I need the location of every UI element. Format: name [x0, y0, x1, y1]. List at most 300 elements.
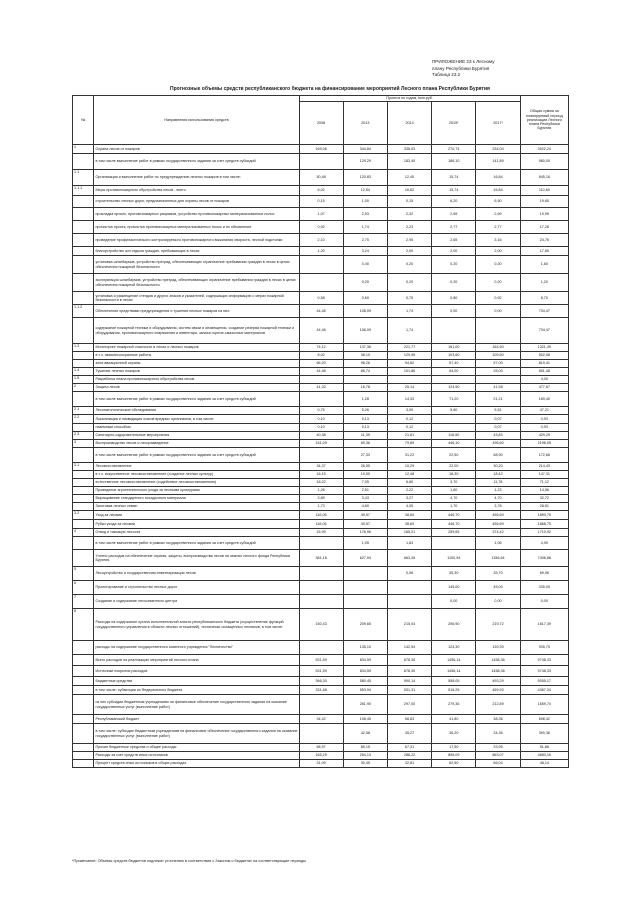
row-number [73, 318, 94, 344]
row-value: 456,69 [476, 511, 520, 520]
row-value: 0,80 [432, 292, 476, 305]
table-row [73, 318, 569, 344]
row-total: 698,42 [520, 715, 568, 724]
row-total: 0,93 [520, 415, 568, 424]
row-value: 3,78 [476, 503, 520, 511]
row-value: 11,39 [343, 432, 387, 440]
row-value: 627,94 [343, 550, 387, 567]
row-value: 26,55 [343, 463, 387, 471]
row-value: 137,36 [343, 344, 387, 352]
row-value: 344,84 [343, 145, 387, 154]
row-value: 381,16 [299, 550, 343, 567]
row-value: 2,23 [387, 221, 431, 234]
row-value: 98,26 [343, 360, 387, 368]
row-value: 36,20 [432, 724, 476, 744]
row-value: 1,84 [387, 537, 431, 550]
row-value: 141,89 [476, 154, 520, 170]
row-total: 28,61 [520, 503, 568, 511]
attachment-header [432, 59, 552, 79]
table-row [73, 221, 569, 234]
row-value: 67,31 [387, 744, 431, 752]
row-total: 7406,88 [520, 550, 568, 567]
row-value: 11,78 [476, 479, 520, 487]
row-number: 7 [73, 595, 94, 609]
row-direction: Меры противопожарного обустройства лесов - всего [94, 186, 299, 196]
row-value: 212,89 [476, 695, 520, 715]
row-value: 279,36 [432, 695, 476, 715]
row-value: 366,30 [299, 677, 343, 686]
row-number: 1.1 [73, 170, 94, 186]
table-row [73, 145, 569, 154]
row-value [299, 274, 343, 292]
row-value: 42,58 [343, 724, 387, 744]
row-number [73, 677, 94, 686]
row-value [343, 581, 387, 595]
row-number [73, 471, 94, 479]
row-direction: Охрана лесов от пожаров [94, 145, 299, 154]
row-value: 1,74 [343, 221, 387, 234]
row-value: 469,93 [476, 686, 520, 695]
table-row [73, 440, 569, 448]
row-value: 12,48 [387, 471, 431, 479]
row-value: 32,81 [387, 760, 431, 768]
row-value: 25,14 [387, 384, 431, 392]
table-row [73, 186, 569, 196]
row-number [73, 752, 94, 760]
row-total: 8,70 [520, 292, 568, 305]
row-number [73, 550, 94, 567]
row-number [73, 274, 94, 292]
row-value: 374,42 [476, 529, 520, 537]
row-total: 4,90 [520, 537, 568, 550]
row-number [73, 448, 94, 463]
row-value: 62,50 [432, 760, 476, 768]
row-value: 0,00 [476, 595, 520, 609]
row-direction: Защита лесов [94, 384, 299, 392]
header-line: ПРИЛОЖЕНИЕ 23 к Лесному [432, 59, 495, 64]
row-direction: проведение профилактического контролируемого противопожарного выжигания хвороста, лесной подстилки [94, 234, 299, 247]
row-direction: Санитарно-оздоровительные мероприятия [94, 432, 299, 440]
row-value [432, 537, 476, 550]
row-total: 1321,49 [520, 344, 568, 352]
row-value: 553,94 [343, 686, 387, 695]
row-number: 3 [73, 440, 94, 448]
row-value: 2,53 [343, 208, 387, 221]
row-direction: Лесовосстановление [94, 463, 299, 471]
table-row [73, 567, 569, 581]
row-value: 79,89 [387, 440, 431, 448]
row-number: 2.1 [73, 407, 94, 415]
row-value: 116,05 [299, 520, 343, 529]
row-value: 878,30 [387, 666, 431, 677]
row-value: 5,26 [343, 407, 387, 415]
table-row [73, 760, 569, 768]
row-value: 4,05 [387, 503, 431, 511]
row-value [299, 641, 343, 655]
row-value: 2,00 [476, 247, 520, 256]
row-value: 2,10 [299, 234, 343, 247]
row-value: 2,51 [343, 487, 387, 495]
row-value: 1,28 [343, 392, 387, 407]
row-value: 254,13 [343, 752, 387, 760]
row-value: 209,65 [343, 609, 387, 641]
row-value: 663,26 [387, 550, 431, 567]
row-number: 1.4 [73, 368, 94, 376]
row-direction: Всего расходов на реализацию мероприятий лесного плана [94, 655, 299, 666]
row-value: 1,05 [343, 537, 387, 550]
row-value: 234,04 [476, 145, 520, 154]
row-value: 0,20 [387, 274, 431, 292]
row-total: 19,65 [520, 196, 568, 208]
row-total: 734,47 [520, 305, 568, 318]
row-value: 183,40 [387, 154, 431, 170]
row-total: 1659,74 [520, 695, 568, 715]
row-direction: Организация и выполнение работ по предупреждению лесных пожаров в том числе: [94, 170, 299, 186]
row-number [73, 424, 94, 432]
row-direction: установка и размещение стендов и других знаков и указателей, содержащих информацию о мерах пожарной безопасности в лесах [94, 292, 299, 305]
row-value: 108,09 [343, 318, 387, 344]
row-total: 4,00 [520, 376, 568, 384]
row-value [432, 424, 476, 432]
row-value: 161,00 [432, 344, 476, 352]
row-value: 206,90 [432, 609, 476, 641]
row-value: 68,90 [476, 448, 520, 463]
table-row [73, 256, 569, 274]
row-total: 335,00 [520, 581, 568, 595]
row-value: 43,83 [476, 432, 520, 440]
row-value: 3,00 [387, 407, 431, 415]
table-row [73, 744, 569, 752]
row-value [432, 376, 476, 384]
header-direction: Направления использования средств [94, 96, 299, 145]
table-row [73, 724, 569, 744]
row-direction: из них субсидии бюджетным учреждениям на финансовое обеспечение государственного задания на оказание государственных услуг (выполнение работ) [94, 695, 299, 715]
row-value: 1,74 [387, 305, 431, 318]
row-value: 2,65 [432, 234, 476, 247]
row-value: 1,74 [387, 318, 431, 344]
row-direction: Расходы на содержание органа исполнительной власти республиканского бюджета (осуществление функций государственного управления в области лесных отношений), технически оснащенных лесников, в том числе: [94, 609, 299, 641]
row-number [73, 208, 94, 221]
row-value: 44,46 [299, 305, 343, 318]
row-direction: Прочие бюджетные средства и общие расходы [94, 744, 299, 752]
row-value: 22,50 [432, 448, 476, 463]
row-value: 0,20 [432, 256, 476, 274]
row-total: 147,31 [520, 471, 568, 479]
row-number: 4 [73, 529, 94, 537]
row-value: 124,50 [432, 384, 476, 392]
row-value: 3,43 [343, 495, 387, 503]
row-value: 25,00 [476, 368, 520, 376]
row-value: 164,50 [476, 344, 520, 352]
table-row [73, 666, 569, 677]
row-value: 16,15 [299, 471, 343, 479]
row-total: 935,70 [520, 641, 568, 655]
table-row [73, 495, 569, 503]
row-value: 446,70 [432, 520, 476, 529]
row-value: 27,33 [343, 448, 387, 463]
row-value [299, 392, 343, 407]
row-value: 2,32 [387, 208, 431, 221]
row-value: 2,69 [476, 208, 520, 221]
row-value: 3,16 [476, 234, 520, 247]
row-value: 1,00 [343, 196, 387, 208]
row-direction: Лесоустройство и государственная инвентаризация лесов [94, 567, 299, 581]
row-value: 493,29 [476, 677, 520, 686]
row-value: 6,20 [432, 196, 476, 208]
table-row [73, 503, 569, 511]
row-value: 4,60 [343, 503, 387, 511]
row-value: 558,05 [432, 677, 476, 686]
table-row [73, 463, 569, 471]
row-total: 17,28 [520, 221, 568, 234]
row-number [73, 537, 94, 550]
table-row [73, 170, 569, 186]
row-value: 1458,36 [476, 655, 520, 666]
row-direction: Источники покрытия расходов [94, 666, 299, 677]
header-no: № [73, 96, 94, 145]
row-number [73, 154, 94, 170]
table-row [73, 520, 569, 529]
row-value: 7,05 [343, 479, 387, 487]
row-value: 15,74 [432, 170, 476, 186]
row-value: 15,99 [299, 529, 343, 537]
table-row [73, 581, 569, 595]
row-direction: в т.ч. искусственное лесовосстановление (создание лесных культур) [94, 471, 299, 479]
row-total: 47,21 [520, 407, 568, 415]
row-number [73, 247, 94, 256]
row-value [299, 724, 343, 744]
row-direction: Расходы за счет средств иных источников [94, 752, 299, 760]
row-value: 5,51 [476, 407, 520, 415]
row-value [299, 537, 343, 550]
row-value: 6,80 [387, 479, 431, 487]
row-value: 1,26 [299, 487, 343, 495]
row-value: 1,07 [299, 208, 343, 221]
row-value: 41,32 [299, 384, 343, 392]
row-direction: естественное лесовосстановление (содействие лесовосстановлению) [94, 479, 299, 487]
row-total: 2196,05 [520, 440, 568, 448]
row-total: 69,06 [520, 567, 568, 581]
row-value: 496,60 [476, 440, 520, 448]
row-number [73, 196, 94, 208]
row-value [476, 318, 520, 344]
row-value: 21,21 [476, 392, 520, 407]
table-row [73, 234, 569, 247]
row-value: 34,36 [476, 724, 520, 744]
row-total: 1710,92 [520, 529, 568, 537]
row-value: 116,05 [299, 511, 343, 520]
row-value: 0,00 [476, 305, 520, 318]
row-direction: Республиканский бюджет [94, 715, 299, 724]
row-value: 3,24 [343, 247, 387, 256]
row-value: 71,20 [432, 392, 476, 407]
table-row [73, 407, 569, 415]
row-value: 64,00 [432, 368, 476, 376]
row-value: 0,15 [299, 196, 343, 208]
table-row [73, 715, 569, 724]
row-direction: благоустройство зон отдыха граждан, пребывающих в лесах [94, 247, 299, 256]
row-number [73, 695, 94, 715]
row-number: 1.1.1 [73, 186, 94, 196]
row-value: 38,60 [387, 511, 431, 520]
row-number [73, 256, 94, 274]
row-total: 172,66 [520, 448, 568, 463]
row-number [73, 744, 94, 752]
row-total: 17,80 [520, 247, 568, 256]
row-total: 110,60 [520, 186, 568, 196]
row-total: 502,08 [520, 352, 568, 360]
row-value: 19,50 [343, 471, 387, 479]
row-value [299, 376, 343, 384]
row-value: 50,48 [299, 170, 343, 186]
row-total: 1890,75 [520, 511, 568, 520]
row-value: 35,70 [476, 567, 520, 581]
row-value [299, 695, 343, 715]
row-value: 2,22 [387, 487, 431, 495]
row-value: 2,95 [387, 234, 431, 247]
row-direction: строительство лесных дорог, предназначенных для охраны лесов от пожаров [94, 196, 299, 208]
row-number: 6 [73, 581, 94, 595]
row-value: 878,30 [387, 655, 431, 666]
header-year: 2013 [343, 102, 387, 145]
row-value: 1,06 [476, 537, 520, 550]
row-direction: Локализация и ликвидация очагов вредных организмов, в том числе: [94, 415, 299, 424]
row-value: 176,96 [343, 529, 387, 537]
row-number [73, 655, 94, 666]
row-value: 135,10 [343, 641, 387, 655]
row-value: 169,06 [299, 145, 343, 154]
row-value: 0,20 [343, 274, 387, 292]
row-value: 0,07 [476, 424, 520, 432]
row-value: 38,10 [343, 352, 387, 360]
row-value: 270,74 [432, 145, 476, 154]
row-value: 8,02 [299, 352, 343, 360]
row-total: 851,48 [520, 368, 568, 376]
row-value [299, 256, 343, 274]
row-value: 165,21 [387, 529, 431, 537]
row-value [432, 415, 476, 424]
row-value: 0,20 [387, 256, 431, 274]
row-total: 32,72 [520, 495, 568, 503]
row-number: 3.2 [73, 511, 94, 520]
row-number [73, 760, 94, 768]
row-value: 2,69 [432, 208, 476, 221]
row-value: 6,50 [476, 196, 520, 208]
row-number [73, 641, 94, 655]
row-direction: Учтено расходов на обеспечение охраны, защиты, воспроизводства лесов на землях лесного фонда Республики Бурятия [94, 550, 299, 567]
row-value: 103,60 [432, 352, 476, 360]
table-row [73, 695, 569, 715]
row-value: 2,00 [387, 247, 431, 256]
row-value [299, 448, 343, 463]
row-value: 139,39 [476, 641, 520, 655]
row-value: 38,60 [387, 520, 431, 529]
row-value: 297,00 [387, 695, 431, 715]
row-value: 18,42 [476, 471, 520, 479]
row-value: 834,59 [343, 655, 387, 666]
row-direction: в том числе выполнение работ в рамках государственного задания за счет средств субсидий [94, 154, 299, 170]
header-year: 2015* [432, 102, 476, 145]
row-total: 734,47 [520, 318, 568, 344]
table-row [73, 655, 569, 666]
row-value: 0,40 [343, 256, 387, 274]
row-total: 9748,33 [520, 655, 568, 666]
row-number [73, 520, 94, 529]
row-value: 3,70 [432, 479, 476, 487]
row-direction: прокладка просек, противопожарных разрывов, устройство противопожарных минерализованных полос [94, 208, 299, 221]
row-value: 446,10 [432, 440, 476, 448]
row-number [73, 352, 94, 360]
row-total: 477,67 [520, 384, 568, 392]
row-direction: Выращивание стандартного посадочного материала [94, 495, 299, 503]
row-value: 16,78 [343, 384, 387, 392]
row-direction: содержание пожарной техники и оборудования, систем связи и оповещения, создание резерва пожарной техники и оборудования, противопожарного снаряжения и инвентаря, запаса горюче-смазочных материалов [94, 318, 299, 344]
row-value: 446,70 [432, 511, 476, 520]
row-value: 69,36 [343, 440, 387, 448]
row-number: 2.2 [73, 415, 94, 424]
row-direction: Тушение лесных пожаров [94, 368, 299, 376]
row-value: 12,40 [387, 170, 431, 186]
row-value: 1,73 [299, 503, 343, 511]
row-number [73, 221, 94, 234]
row-value [343, 595, 387, 609]
row-value: 834,59 [343, 666, 387, 677]
row-value [299, 595, 343, 609]
table-row [73, 352, 569, 360]
row-number [73, 360, 94, 368]
row-value: 1100,94 [432, 550, 476, 567]
row-value: 89,15 [343, 744, 387, 752]
row-value: 18,30 [432, 471, 476, 479]
row-value: 49,57 [343, 511, 387, 520]
header-year: 2014 [387, 102, 431, 145]
row-number [73, 234, 94, 247]
row-value: 898,09 [432, 752, 476, 760]
row-total: 0,93 [520, 424, 568, 432]
row-value [387, 581, 431, 595]
row-number [73, 724, 94, 744]
row-value: 215,04 [387, 609, 431, 641]
row-total: 214,43 [520, 463, 568, 471]
row-value: 16,84 [476, 170, 520, 186]
row-total: 19,95 [520, 208, 568, 221]
row-value: 0,20 [476, 274, 520, 292]
footnote: *Примечание: Объемы средств бюджетов подлежат уточнению в соответствии с Законом о бюджетах на соответствующие периоды [72, 859, 306, 863]
row-value: 34,37 [299, 463, 343, 471]
row-value: 35,27 [387, 724, 431, 744]
page-title: Прогнозные объемы средств республиканского бюджета на финансирование мероприятий Лесного плана Республики Бурятия [170, 86, 490, 92]
row-value: 31,22 [387, 448, 431, 463]
row-value: 1,23 [476, 487, 520, 495]
row-value: 10,29 [387, 463, 431, 471]
row-value: 1,20 [299, 247, 343, 256]
table-row [73, 292, 569, 305]
row-direction: Обеспечение средствами предупреждения и тушения лесных пожаров из них: [94, 305, 299, 318]
row-value: 12,54 [343, 186, 387, 196]
row-value: 288,22 [387, 752, 431, 760]
table-row [73, 432, 569, 440]
row-value: 0,13 [343, 424, 387, 432]
row-value: 1456,14 [432, 666, 476, 677]
row-value: 165,29 [299, 752, 343, 760]
row-value: 0,75 [387, 292, 431, 305]
row-number: 2.3 [73, 432, 94, 440]
row-value: 1456,14 [432, 655, 476, 666]
row-value: 21,61 [387, 432, 431, 440]
row-direction: Создание и содержание лесосеменного центра [94, 595, 299, 609]
row-value: 94,82 [387, 360, 431, 368]
row-value: 41,58 [476, 384, 520, 392]
